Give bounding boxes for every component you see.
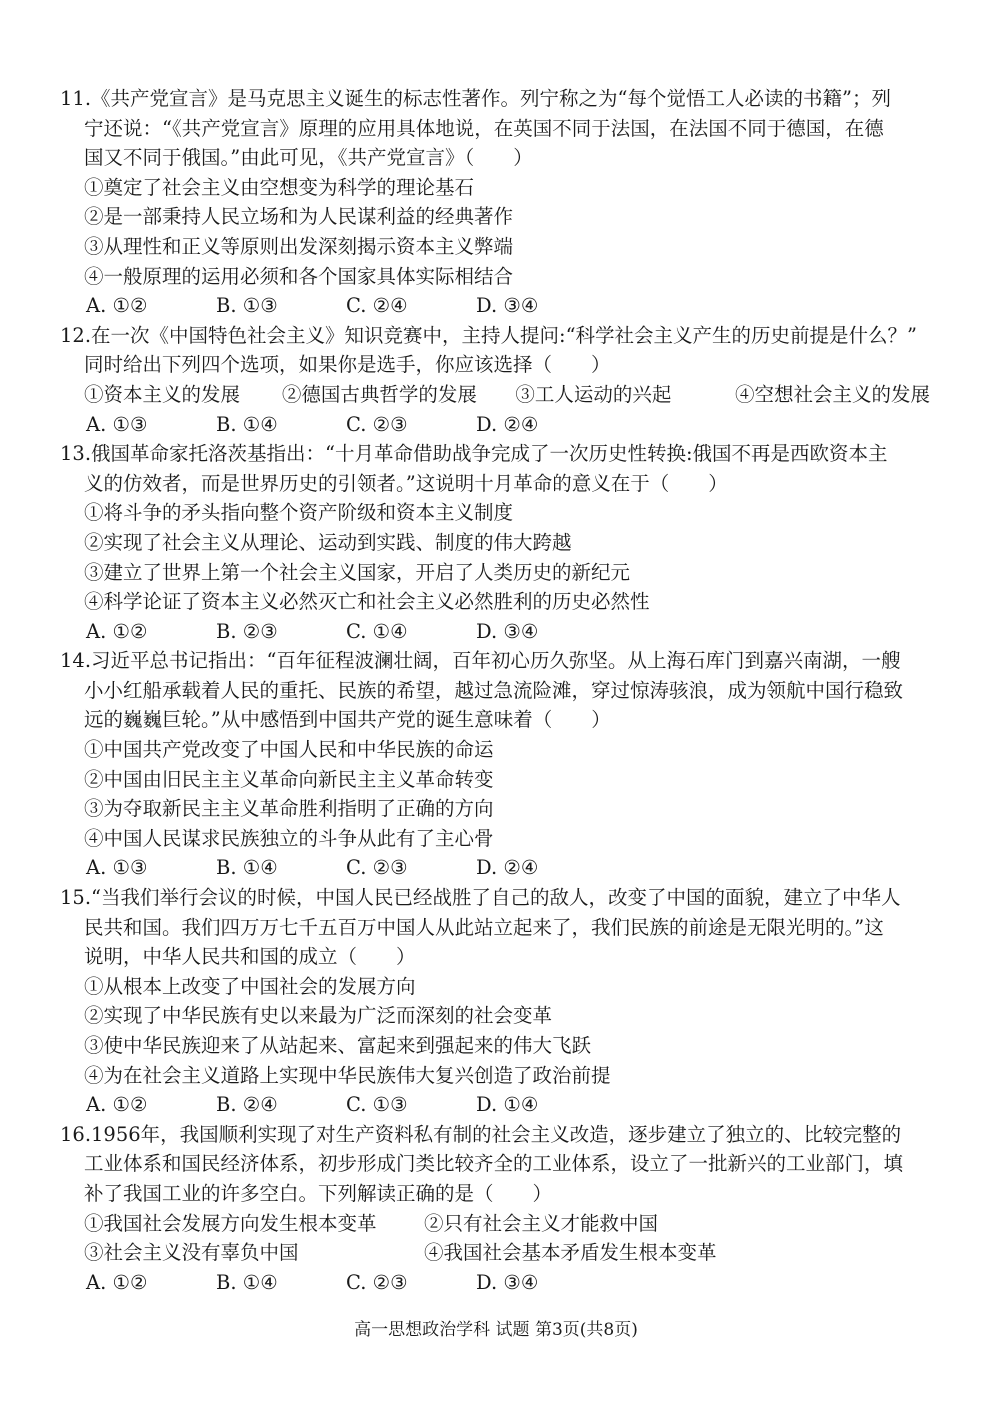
question-stem-line: 15.“当我们举行会议的时候，中国人民已经战胜了自己的敌人，改变了中国的面貌，建立了中华人: [60, 886, 901, 910]
choice-b: B. ①④: [216, 412, 278, 436]
option-statement: ①从根本上改变了中国社会的发展方向: [84, 974, 416, 998]
question-stem-line: 13.俄国革命家托洛茨基指出：“十月革命借助战争完成了一次历史性转换:俄国不再是西欧资本主: [60, 442, 888, 466]
option-statement: ③为夺取新民主主义革命胜利指明了正确的方向: [84, 797, 494, 821]
choice-a: A. ①②: [86, 294, 148, 318]
option-row: [60, 1209, 930, 1239]
option-statement: ④空想社会主义的发展: [735, 382, 931, 406]
choice-a: A. ①②: [86, 1270, 148, 1294]
option-statement: ④为在社会主义道路上实现中华民族伟大复兴创造了政治前提: [84, 1063, 611, 1087]
question-stem-line: 小小红船承载着人民的重托、民族的希望，越过急流险滩，穿过惊涛骇浪，成为领航中国行稳致: [84, 678, 904, 702]
choice-c: C. ①④: [346, 619, 408, 643]
option-statement: ③社会主义没有辜负中国: [84, 1241, 299, 1265]
question-12: [60, 321, 930, 439]
option-statement: ④中国人民谋求民族独立的斗争从此有了主心骨: [84, 826, 494, 850]
choice-c: C. ②③: [346, 856, 408, 880]
answer-choices: [60, 291, 930, 321]
option-statement: ④我国社会基本矛盾发生根本变革: [424, 1241, 717, 1265]
choice-b: B. ①③: [216, 294, 278, 318]
choice-a: A. ①③: [86, 856, 148, 880]
question-stem-line: 说明，中华人民共和国的成立（ ）: [84, 945, 416, 969]
option-statement: ②是一部秉持人民立场和为人民谋利益的经典著作: [84, 205, 514, 229]
question-stem-line: 宁还说：“《共产党宣言》原理的应用具体地说，在英国不同于法国，在法国不同于德国，在德: [84, 116, 884, 140]
option-row: [60, 1238, 930, 1268]
question-stem-line: 工业体系和国民经济体系，初步形成门类比较齐全的工业体系，设立了一批新兴的工业部门，填: [84, 1152, 904, 1176]
question-stem-line: 16.1956年，我国顺利实现了对生产资料私有制的社会主义改造，逐步建立了独立的、比较完整的: [60, 1122, 902, 1146]
choice-d: D. ①④: [476, 1093, 539, 1117]
choice-c: C. ②③: [346, 412, 408, 436]
choice-b: B. ①④: [216, 856, 278, 880]
choice-d: D. ②④: [476, 856, 539, 880]
choice-b: B. ①④: [216, 1270, 278, 1294]
page-footer: 高一思想政治学科 试题 第3页(共8页): [354, 1320, 638, 1340]
option-statement: ②实现了中华民族有史以来最为广泛而深刻的社会变革: [84, 1004, 553, 1028]
choice-d: D. ③④: [476, 619, 539, 643]
choice-b: B. ②③: [216, 619, 278, 643]
question-stem-line: 12.在一次《中国特色社会主义》知识竞赛中，主持人提问:“科学社会主义产生的历史前提是什么？”: [60, 323, 918, 347]
choice-b: B. ②④: [216, 1093, 278, 1117]
answer-choices: [60, 410, 930, 440]
question-stem-line: 国又不同于俄国。”由此可见，《共产党宣言》（ ）: [84, 146, 533, 170]
answer-choices: [60, 617, 930, 647]
choice-a: A. ①②: [86, 619, 148, 643]
choice-a: A. ①②: [86, 1093, 148, 1117]
question-stem-line: 义的仿效者，而是世界历史的引领者。”这说明十月革命的意义在于（ ）: [84, 471, 728, 495]
choice-d: D. ②④: [476, 412, 539, 436]
choice-c: C. ②③: [346, 1270, 408, 1294]
question-stem-line: 11.《共产党宣言》是马克思主义诞生的标志性著作。列宁称之为“每个觉悟工人必读的书籍”；列: [60, 87, 891, 110]
option-statement: ④科学论证了资本主义必然灭亡和社会主义必然胜利的历史必然性: [84, 590, 650, 614]
option-statement: ②中国由旧民主主义革命向新民主主义革命转变: [84, 767, 494, 791]
question-stem-line: 远的巍巍巨轮。”从中感悟到中国共产党的诞生意味着（ ）: [84, 708, 611, 732]
question-stem-line: 14.习近平总书记指出：“百年征程波澜壮阔，百年初心历久弥坚。从上海石库门到嘉兴南湖，一艘: [60, 649, 901, 673]
answer-choices: [60, 1090, 930, 1120]
answer-choices: [60, 853, 930, 883]
option-statement: ①资本主义的发展: [84, 382, 241, 406]
option-row: [60, 380, 930, 410]
option-statement: ③工人运动的兴起: [515, 382, 672, 406]
option-statement: ③使中华民族迎来了从站起来、富起来到强起来的伟大飞跃: [84, 1034, 592, 1057]
choice-c: C. ①③: [346, 1093, 408, 1117]
question-stem-line: 补了我国工业的许多空白。下列解读正确的是（ ）: [84, 1181, 553, 1205]
answer-choices: [60, 1268, 930, 1298]
option-statement: ②德国古典哲学的发展: [281, 382, 477, 406]
option-statement: ③从理性和正义等原则出发深刻揭示资本主义弊端: [84, 234, 514, 258]
option-statement: ②实现了社会主义从理论、运动到实践、制度的伟大跨越: [84, 530, 572, 554]
option-statement: ②只有社会主义才能救中国: [424, 1211, 659, 1235]
option-statement: ①中国共产党改变了中国人民和中华民族的命运: [84, 738, 494, 762]
option-statement: ③建立了世界上第一个社会主义国家，开启了人类历史的新纪元: [84, 560, 631, 584]
question-list: [60, 84, 930, 1297]
option-statement: ①奠定了社会主义由空想变为科学的理论基石: [84, 175, 475, 199]
question-15: [60, 883, 930, 1120]
question-13: [60, 439, 930, 646]
choice-a: A. ①③: [86, 412, 148, 436]
choice-d: D. ③④: [476, 294, 539, 318]
question-14: [60, 646, 930, 883]
option-statement: ①我国社会发展方向发生根本变革: [84, 1211, 377, 1235]
option-statement: ④一般原理的运用必须和各个国家具体实际相结合: [84, 264, 514, 288]
question-stem-line: 民共和国。我们四万万七千五百万中国人从此站立起来了，我们民族的前途是无限光明的。”这: [84, 915, 884, 939]
question-11: [60, 84, 930, 321]
option-statement: ①将斗争的矛头指向整个资产阶级和资本主义制度: [84, 501, 514, 525]
choice-c: C. ②④: [346, 294, 408, 318]
question-stem-line: 同时给出下列四个选项，如果你是选手，你应该选择（ ）: [84, 353, 611, 377]
choice-d: D. ③④: [476, 1270, 539, 1294]
question-16: [60, 1120, 930, 1298]
